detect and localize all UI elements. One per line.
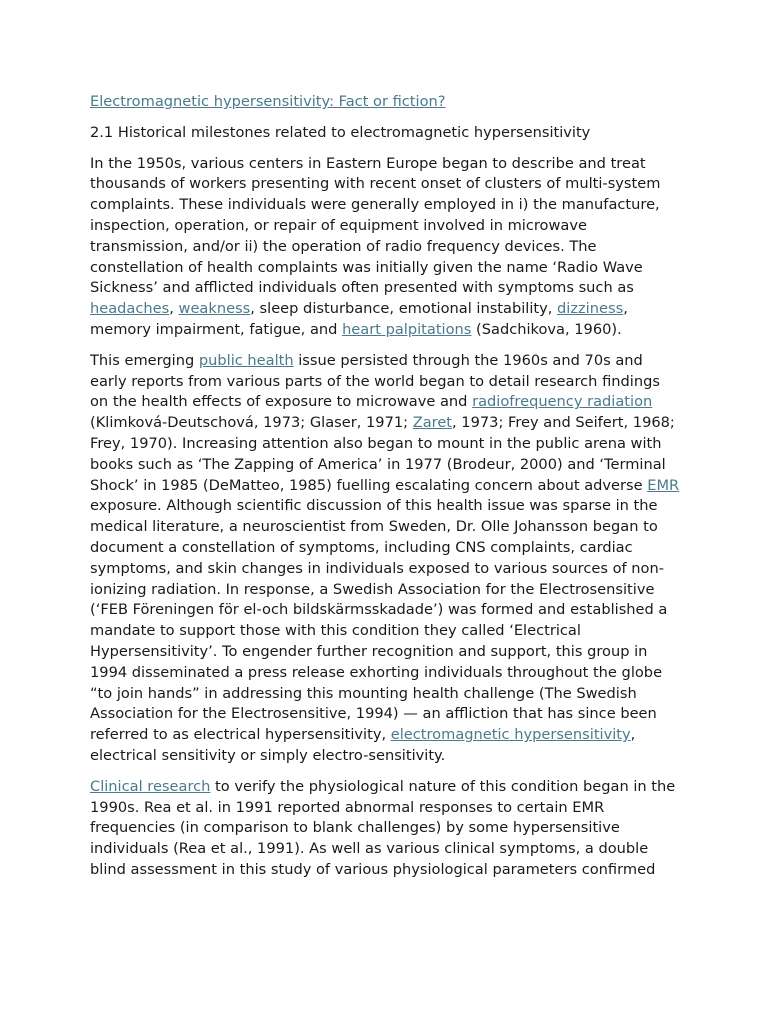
article-title-link[interactable]: Electromagnetic hypersensitivity: Fact or fiction?: [90, 93, 446, 110]
paragraph-text: to verify the physiological nature of this condition began in the 1990s. Rea et al. in 1991 reported abnormal responses to certain EMR frequencies (in comparison to blank challenges) by some hypersensitive individuals (Rea et al., 1991). As well as various clinical symptoms, a double blind assessment in this study of various physiological parameters confirmed: [90, 777, 676, 878]
link-dizziness[interactable]: dizziness: [557, 300, 624, 318]
paragraph-text: In the 1950s, various centers in Eastern Europe began to describe and treat thousands of workers presenting with recent onset of clusters of multi-system complaints. These individuals were generally employed in i) the manufacture, inspection, operation, or repair of equipment involved in microwave transmission, and/or ii) the operation of radio frequency devices. The constellation of health complaints was initially given the name ‘Radio Wave Sickness’ and afflicted individuals often presented with symptoms such as: [90, 154, 661, 297]
paragraph-1: [90, 154, 680, 341]
paragraph-text: exposure. Although scientific discussion of this health issue was sparse in the medical literature, a neuroscientist from Sweden, Dr. Olle Johansson began to document a constellation of symptoms, including CNS complaints, cardiac symptoms, and skin changes in individuals exposed to various sources of non-ionizing radiation. In response, a Swedish Association for the Electrosensitive (‘FEB Föreningen för el-och bildskärmsskadade’) was formed and established a mandate to support those with this condition they called ‘Electrical Hypersensitivity’. To engender further recognition and support, this group in 1994 disseminated a press release exhorting individuals throughout the globe “to join hands” in addressing this mounting health challenge (The Swedish Association for the Electrosensitive, 1994) — an affliction that has since been referred to as electrical hypersensitivity,: [90, 497, 668, 744]
paragraph-text: , electrical sensitivity or simply electro-sensitivity.: [90, 726, 636, 764]
paragraphs-container: [90, 154, 680, 881]
paragraph-text: , sleep disturbance, emotional instability,: [250, 300, 558, 318]
paragraph-text: This emerging: [90, 351, 199, 369]
link-emr[interactable]: EMR: [647, 476, 680, 494]
paragraph-text: (Klimková-Deutschová, 1973; Glaser, 1971;: [90, 414, 413, 432]
paragraph-text: issue persisted through the 1960s and 70s and early reports from various parts of the world began to detail research findings on the health effects of exposure to microwave and: [90, 351, 660, 411]
paragraph-text: , 1973; Frey and Seifert, 1968; Frey, 1970). Increasing attention also began to mount in the public arena with books such as ‘The Zapping of America’ in 1977 (Brodeur, 2000) and ‘Terminal Shock’ in 1985 (DeMatteo, 1985) fuelling escalating concern about adverse: [90, 414, 675, 494]
link-weakness[interactable]: weakness: [178, 300, 251, 318]
article-body: [90, 92, 680, 891]
paragraph-text: (Sadchikova, 1960).: [471, 320, 622, 338]
link-public-health[interactable]: public health: [198, 351, 294, 369]
link-headaches[interactable]: headaches: [90, 300, 170, 318]
link-clinical-research[interactable]: Clinical research: [90, 777, 211, 795]
link-zaret[interactable]: Zaret: [412, 414, 453, 432]
paragraph-text: , memory impairment, fatigue, and: [90, 300, 628, 338]
link-heart-palpitations[interactable]: heart palpitations: [342, 320, 472, 338]
paragraph-2: [90, 351, 680, 767]
link-electromagnetic-hypersensitivity[interactable]: electromagnetic hypersensitivity: [390, 726, 631, 744]
paragraph-text: ,: [169, 300, 179, 318]
section-heading: 2.1 Historical milestones related to electromagnetic hypersensitivity: [90, 123, 591, 141]
paragraph-3: [90, 777, 680, 881]
link-radiofrequency-radiation[interactable]: radiofrequency radiation: [472, 393, 653, 411]
